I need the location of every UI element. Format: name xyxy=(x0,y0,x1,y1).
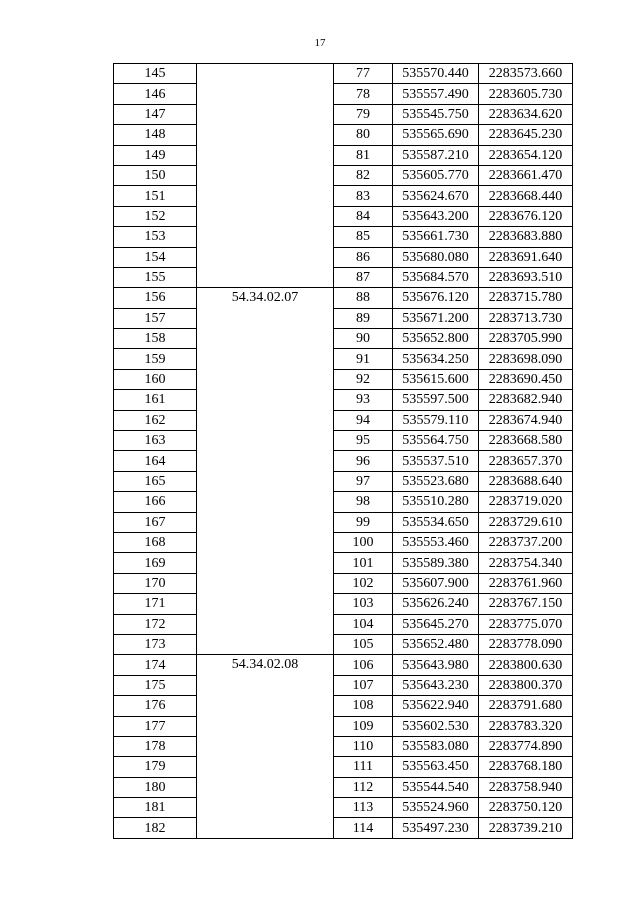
point-number-cell: 107 xyxy=(334,675,393,695)
point-number-cell: 97 xyxy=(334,471,393,491)
x-coordinate-cell: 535622.940 xyxy=(393,696,479,716)
point-number-cell: 103 xyxy=(334,594,393,614)
point-number-cell: 109 xyxy=(334,716,393,736)
point-number-cell: 86 xyxy=(334,247,393,267)
x-coordinate-cell: 535607.900 xyxy=(393,573,479,593)
table-row xyxy=(114,777,573,797)
point-number-cell: 114 xyxy=(334,818,393,838)
point-number-cell: 98 xyxy=(334,492,393,512)
y-coordinate-cell: 2283688.640 xyxy=(479,471,573,491)
y-coordinate-cell: 2283683.880 xyxy=(479,227,573,247)
x-coordinate-cell: 535652.800 xyxy=(393,329,479,349)
group-code-cell xyxy=(197,64,334,288)
row-number-cell: 147 xyxy=(114,104,197,124)
y-coordinate-cell: 2283657.370 xyxy=(479,451,573,471)
row-number-cell: 163 xyxy=(114,431,197,451)
x-coordinate-cell: 535624.670 xyxy=(393,186,479,206)
y-coordinate-cell: 2283691.640 xyxy=(479,247,573,267)
row-number-cell: 171 xyxy=(114,594,197,614)
row-number-cell: 152 xyxy=(114,206,197,226)
x-coordinate-cell: 535583.080 xyxy=(393,736,479,756)
table-row xyxy=(114,247,573,267)
row-number-cell: 168 xyxy=(114,532,197,552)
x-coordinate-cell: 535544.540 xyxy=(393,777,479,797)
x-coordinate-cell: 535626.240 xyxy=(393,594,479,614)
point-number-cell: 111 xyxy=(334,757,393,777)
x-coordinate-cell: 535676.120 xyxy=(393,288,479,308)
y-coordinate-cell: 2283713.730 xyxy=(479,308,573,328)
point-number-cell: 102 xyxy=(334,573,393,593)
coordinates-table xyxy=(113,63,573,839)
row-number-cell: 149 xyxy=(114,145,197,165)
y-coordinate-cell: 2283768.180 xyxy=(479,757,573,777)
point-number-cell: 100 xyxy=(334,532,393,552)
row-number-cell: 162 xyxy=(114,410,197,430)
x-coordinate-cell: 535587.210 xyxy=(393,145,479,165)
table-row xyxy=(114,573,573,593)
row-number-cell: 158 xyxy=(114,329,197,349)
y-coordinate-cell: 2283654.120 xyxy=(479,145,573,165)
y-coordinate-cell: 2283668.440 xyxy=(479,186,573,206)
row-number-cell: 160 xyxy=(114,369,197,389)
row-number-cell: 153 xyxy=(114,227,197,247)
table-row xyxy=(114,736,573,756)
table-row xyxy=(114,308,573,328)
table-row xyxy=(114,84,573,104)
row-number-cell: 181 xyxy=(114,798,197,818)
point-number-cell: 79 xyxy=(334,104,393,124)
table-row xyxy=(114,186,573,206)
x-coordinate-cell: 535565.690 xyxy=(393,125,479,145)
x-coordinate-cell: 535537.510 xyxy=(393,451,479,471)
point-number-cell: 87 xyxy=(334,267,393,287)
point-number-cell: 84 xyxy=(334,206,393,226)
row-number-cell: 174 xyxy=(114,655,197,675)
table-row xyxy=(114,634,573,654)
page-number: 17 xyxy=(314,37,326,49)
row-number-cell: 148 xyxy=(114,125,197,145)
y-coordinate-cell: 2283668.580 xyxy=(479,431,573,451)
x-coordinate-cell: 535553.460 xyxy=(393,532,479,552)
point-number-cell: 108 xyxy=(334,696,393,716)
y-coordinate-cell: 2283739.210 xyxy=(479,818,573,838)
point-number-cell: 94 xyxy=(334,410,393,430)
table-row xyxy=(114,675,573,695)
y-coordinate-cell: 2283634.620 xyxy=(479,104,573,124)
x-coordinate-cell: 535652.480 xyxy=(393,634,479,654)
y-coordinate-cell: 2283761.960 xyxy=(479,573,573,593)
point-number-cell: 77 xyxy=(334,64,393,84)
y-coordinate-cell: 2283605.730 xyxy=(479,84,573,104)
row-number-cell: 170 xyxy=(114,573,197,593)
coordinates-table-body xyxy=(114,64,573,839)
y-coordinate-cell: 2283729.610 xyxy=(479,512,573,532)
x-coordinate-cell: 535597.500 xyxy=(393,390,479,410)
table-row xyxy=(114,553,573,573)
table-row xyxy=(114,288,573,308)
table-row xyxy=(114,349,573,369)
point-number-cell: 89 xyxy=(334,308,393,328)
point-number-cell: 113 xyxy=(334,798,393,818)
table-row xyxy=(114,532,573,552)
y-coordinate-cell: 2283750.120 xyxy=(479,798,573,818)
row-number-cell: 172 xyxy=(114,614,197,634)
y-coordinate-cell: 2283754.340 xyxy=(479,553,573,573)
row-number-cell: 164 xyxy=(114,451,197,471)
table-row xyxy=(114,696,573,716)
point-number-cell: 104 xyxy=(334,614,393,634)
table-row xyxy=(114,431,573,451)
y-coordinate-cell: 2283800.630 xyxy=(479,655,573,675)
row-number-cell: 167 xyxy=(114,512,197,532)
table-row xyxy=(114,104,573,124)
x-coordinate-cell: 535534.650 xyxy=(393,512,479,532)
x-coordinate-cell: 535589.380 xyxy=(393,553,479,573)
row-number-cell: 155 xyxy=(114,267,197,287)
row-number-cell: 157 xyxy=(114,308,197,328)
x-coordinate-cell: 535615.600 xyxy=(393,369,479,389)
row-number-cell: 178 xyxy=(114,736,197,756)
table-row xyxy=(114,206,573,226)
point-number-cell: 92 xyxy=(334,369,393,389)
point-number-cell: 112 xyxy=(334,777,393,797)
y-coordinate-cell: 2283775.070 xyxy=(479,614,573,634)
table-row xyxy=(114,512,573,532)
x-coordinate-cell: 535497.230 xyxy=(393,818,479,838)
row-number-cell: 180 xyxy=(114,777,197,797)
x-coordinate-cell: 535634.250 xyxy=(393,349,479,369)
point-number-cell: 85 xyxy=(334,227,393,247)
y-coordinate-cell: 2283719.020 xyxy=(479,492,573,512)
y-coordinate-cell: 2283774.890 xyxy=(479,736,573,756)
table-row xyxy=(114,492,573,512)
y-coordinate-cell: 2283674.940 xyxy=(479,410,573,430)
group-code-cell: 54.34.02.08 xyxy=(197,655,334,839)
y-coordinate-cell: 2283737.200 xyxy=(479,532,573,552)
x-coordinate-cell: 535645.270 xyxy=(393,614,479,634)
x-coordinate-cell: 535524.960 xyxy=(393,798,479,818)
y-coordinate-cell: 2283682.940 xyxy=(479,390,573,410)
row-number-cell: 177 xyxy=(114,716,197,736)
y-coordinate-cell: 2283661.470 xyxy=(479,165,573,185)
point-number-cell: 99 xyxy=(334,512,393,532)
y-coordinate-cell: 2283783.320 xyxy=(479,716,573,736)
table-row xyxy=(114,369,573,389)
point-number-cell: 90 xyxy=(334,329,393,349)
table-row xyxy=(114,64,573,84)
y-coordinate-cell: 2283676.120 xyxy=(479,206,573,226)
table-row xyxy=(114,329,573,349)
table-row xyxy=(114,125,573,145)
y-coordinate-cell: 2283767.150 xyxy=(479,594,573,614)
table-row xyxy=(114,145,573,165)
x-coordinate-cell: 535684.570 xyxy=(393,267,479,287)
row-number-cell: 173 xyxy=(114,634,197,654)
point-number-cell: 91 xyxy=(334,349,393,369)
point-number-cell: 101 xyxy=(334,553,393,573)
x-coordinate-cell: 535643.980 xyxy=(393,655,479,675)
group-code-cell: 54.34.02.07 xyxy=(197,288,334,655)
x-coordinate-cell: 535643.200 xyxy=(393,206,479,226)
table-row xyxy=(114,757,573,777)
point-number-cell: 93 xyxy=(334,390,393,410)
table-row xyxy=(114,471,573,491)
x-coordinate-cell: 535564.750 xyxy=(393,431,479,451)
x-coordinate-cell: 535570.440 xyxy=(393,64,479,84)
y-coordinate-cell: 2283791.680 xyxy=(479,696,573,716)
x-coordinate-cell: 535563.450 xyxy=(393,757,479,777)
x-coordinate-cell: 535523.680 xyxy=(393,471,479,491)
y-coordinate-cell: 2283698.090 xyxy=(479,349,573,369)
point-number-cell: 96 xyxy=(334,451,393,471)
row-number-cell: 156 xyxy=(114,288,197,308)
point-number-cell: 110 xyxy=(334,736,393,756)
y-coordinate-cell: 2283573.660 xyxy=(479,64,573,84)
row-number-cell: 146 xyxy=(114,84,197,104)
x-coordinate-cell: 535510.280 xyxy=(393,492,479,512)
table-row xyxy=(114,165,573,185)
row-number-cell: 169 xyxy=(114,553,197,573)
point-number-cell: 106 xyxy=(334,655,393,675)
y-coordinate-cell: 2283758.940 xyxy=(479,777,573,797)
row-number-cell: 179 xyxy=(114,757,197,777)
row-number-cell: 150 xyxy=(114,165,197,185)
x-coordinate-cell: 535671.200 xyxy=(393,308,479,328)
x-coordinate-cell: 535680.080 xyxy=(393,247,479,267)
x-coordinate-cell: 535605.770 xyxy=(393,165,479,185)
table-row xyxy=(114,451,573,471)
row-number-cell: 151 xyxy=(114,186,197,206)
x-coordinate-cell: 535661.730 xyxy=(393,227,479,247)
point-number-cell: 88 xyxy=(334,288,393,308)
x-coordinate-cell: 535602.530 xyxy=(393,716,479,736)
y-coordinate-cell: 2283705.990 xyxy=(479,329,573,349)
y-coordinate-cell: 2283778.090 xyxy=(479,634,573,654)
row-number-cell: 176 xyxy=(114,696,197,716)
table-row xyxy=(114,267,573,287)
x-coordinate-cell: 535557.490 xyxy=(393,84,479,104)
y-coordinate-cell: 2283800.370 xyxy=(479,675,573,695)
table-row xyxy=(114,798,573,818)
point-number-cell: 81 xyxy=(334,145,393,165)
row-number-cell: 182 xyxy=(114,818,197,838)
table-row xyxy=(114,614,573,634)
row-number-cell: 145 xyxy=(114,64,197,84)
row-number-cell: 161 xyxy=(114,390,197,410)
y-coordinate-cell: 2283715.780 xyxy=(479,288,573,308)
x-coordinate-cell: 535643.230 xyxy=(393,675,479,695)
table-row xyxy=(114,227,573,247)
row-number-cell: 166 xyxy=(114,492,197,512)
y-coordinate-cell: 2283690.450 xyxy=(479,369,573,389)
table-row xyxy=(114,716,573,736)
point-number-cell: 78 xyxy=(334,84,393,104)
row-number-cell: 165 xyxy=(114,471,197,491)
row-number-cell: 175 xyxy=(114,675,197,695)
table-row xyxy=(114,410,573,430)
point-number-cell: 105 xyxy=(334,634,393,654)
y-coordinate-cell: 2283645.230 xyxy=(479,125,573,145)
point-number-cell: 82 xyxy=(334,165,393,185)
point-number-cell: 80 xyxy=(334,125,393,145)
y-coordinate-cell: 2283693.510 xyxy=(479,267,573,287)
x-coordinate-cell: 535545.750 xyxy=(393,104,479,124)
x-coordinate-cell: 535579.110 xyxy=(393,410,479,430)
table-row xyxy=(114,655,573,675)
table-row xyxy=(114,818,573,838)
table-row xyxy=(114,390,573,410)
point-number-cell: 83 xyxy=(334,186,393,206)
point-number-cell: 95 xyxy=(334,431,393,451)
row-number-cell: 154 xyxy=(114,247,197,267)
row-number-cell: 159 xyxy=(114,349,197,369)
table-row xyxy=(114,594,573,614)
